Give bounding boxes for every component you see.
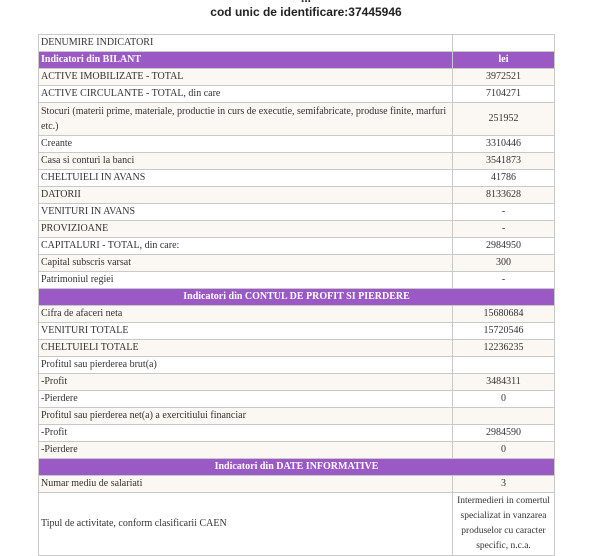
row-value: 3541873 [453, 153, 555, 170]
unit-label: lei [453, 52, 555, 69]
row-value: 15680684 [453, 306, 555, 323]
row-value: 3484311 [453, 374, 555, 391]
row-label: Capital subscris varsat [39, 255, 453, 272]
row-label: -Pierdere [39, 442, 453, 459]
table-row [39, 170, 555, 187]
row-value: 2984950 [453, 238, 555, 255]
row-label: CHELTUIELI TOTALE [39, 340, 453, 357]
row-value [453, 357, 555, 374]
row-value: 2984590 [453, 425, 555, 442]
row-value: Intermedieri in comertul specializat in vanzarea produselor cu caracter specific, n.c.a. [453, 493, 555, 556]
table-row [39, 221, 555, 238]
row-label: VENITURI TOTALE [39, 323, 453, 340]
row-value: 8133628 [453, 187, 555, 204]
row-label: ACTIVE IMOBILIZATE - TOTAL [39, 69, 453, 86]
row-value: 15720546 [453, 323, 555, 340]
row-label: -Pierdere [39, 391, 453, 408]
row-label: Cifra de afaceri neta [39, 306, 453, 323]
row-label: CHELTUIELI IN AVANS [39, 170, 453, 187]
table-row [39, 86, 555, 103]
table-row [39, 493, 555, 556]
row-label: CAPITALURI - TOTAL, din care: [39, 238, 453, 255]
table-row [39, 272, 555, 289]
indicators-table [38, 34, 555, 556]
row-value: 300 [453, 255, 555, 272]
table-row [39, 306, 555, 323]
row-label: Tipul de activitate, conform clasificarii CAEN [39, 493, 453, 556]
row-value: 0 [453, 391, 555, 408]
row-value: 251952 [453, 103, 555, 136]
table-row [39, 255, 555, 272]
row-value: 3 [453, 476, 555, 493]
row-label: DATORII [39, 187, 453, 204]
title-cell: DENUMIRE INDICATORI [39, 35, 453, 52]
row-value: - [453, 221, 555, 238]
row-value: 0 [453, 442, 555, 459]
table-row [39, 391, 555, 408]
section-header-bilant [39, 52, 555, 69]
row-label: -Profit [39, 374, 453, 391]
table-row [39, 340, 555, 357]
row-value: 3972521 [453, 69, 555, 86]
row-label: Profitul sau pierderea brut(a) [39, 357, 453, 374]
row-label: Creante [39, 136, 453, 153]
section-title: Indicatori din CONTUL DE PROFIT SI PIERDERE [39, 289, 555, 306]
row-label: Stocuri (materii prime, materiale, productie in curs de executie, semifabricate, produse finite, marfuri etc.) [39, 103, 453, 136]
table-row [39, 408, 555, 425]
title-empty-cell [453, 35, 555, 52]
table-row [39, 323, 555, 340]
section-header-informative [39, 459, 555, 476]
table-row [39, 204, 555, 221]
table-row [39, 136, 555, 153]
table-row [39, 442, 555, 459]
row-label: -Profit [39, 425, 453, 442]
row-value [453, 408, 555, 425]
table-row [39, 476, 555, 493]
row-value: 3310446 [453, 136, 555, 153]
row-label: Profitul sau pierderea net(a) a exercitiului financiar [39, 408, 453, 425]
row-value: - [453, 204, 555, 221]
row-value: 12236235 [453, 340, 555, 357]
table-row [39, 69, 555, 86]
table-row [39, 425, 555, 442]
row-label: Numar mediu de salariati [39, 476, 453, 493]
section-title: Indicatori din BILANT [39, 52, 453, 69]
table-row [39, 103, 555, 136]
section-title: Indicatori din DATE INFORMATIVE [39, 459, 555, 476]
table-row [39, 187, 555, 204]
table-row [39, 238, 555, 255]
row-value: - [453, 272, 555, 289]
row-value: 7104271 [453, 86, 555, 103]
row-label: ACTIVE CIRCULANTE - TOTAL, din care [39, 86, 453, 103]
fiscal-id-heading: cod unic de identificare:37445946 [210, 5, 402, 19]
row-value: 41786 [453, 170, 555, 187]
row-label: Casa si conturi la banci [39, 153, 453, 170]
table-row [39, 374, 555, 391]
table-row [39, 357, 555, 374]
title-row [39, 35, 555, 52]
row-label: Patrimoniul regiei [39, 272, 453, 289]
row-label: PROVIZIOANE [39, 221, 453, 238]
row-label: VENITURI IN AVANS [39, 204, 453, 221]
section-header-profit-loss [39, 289, 555, 306]
table-row [39, 153, 555, 170]
